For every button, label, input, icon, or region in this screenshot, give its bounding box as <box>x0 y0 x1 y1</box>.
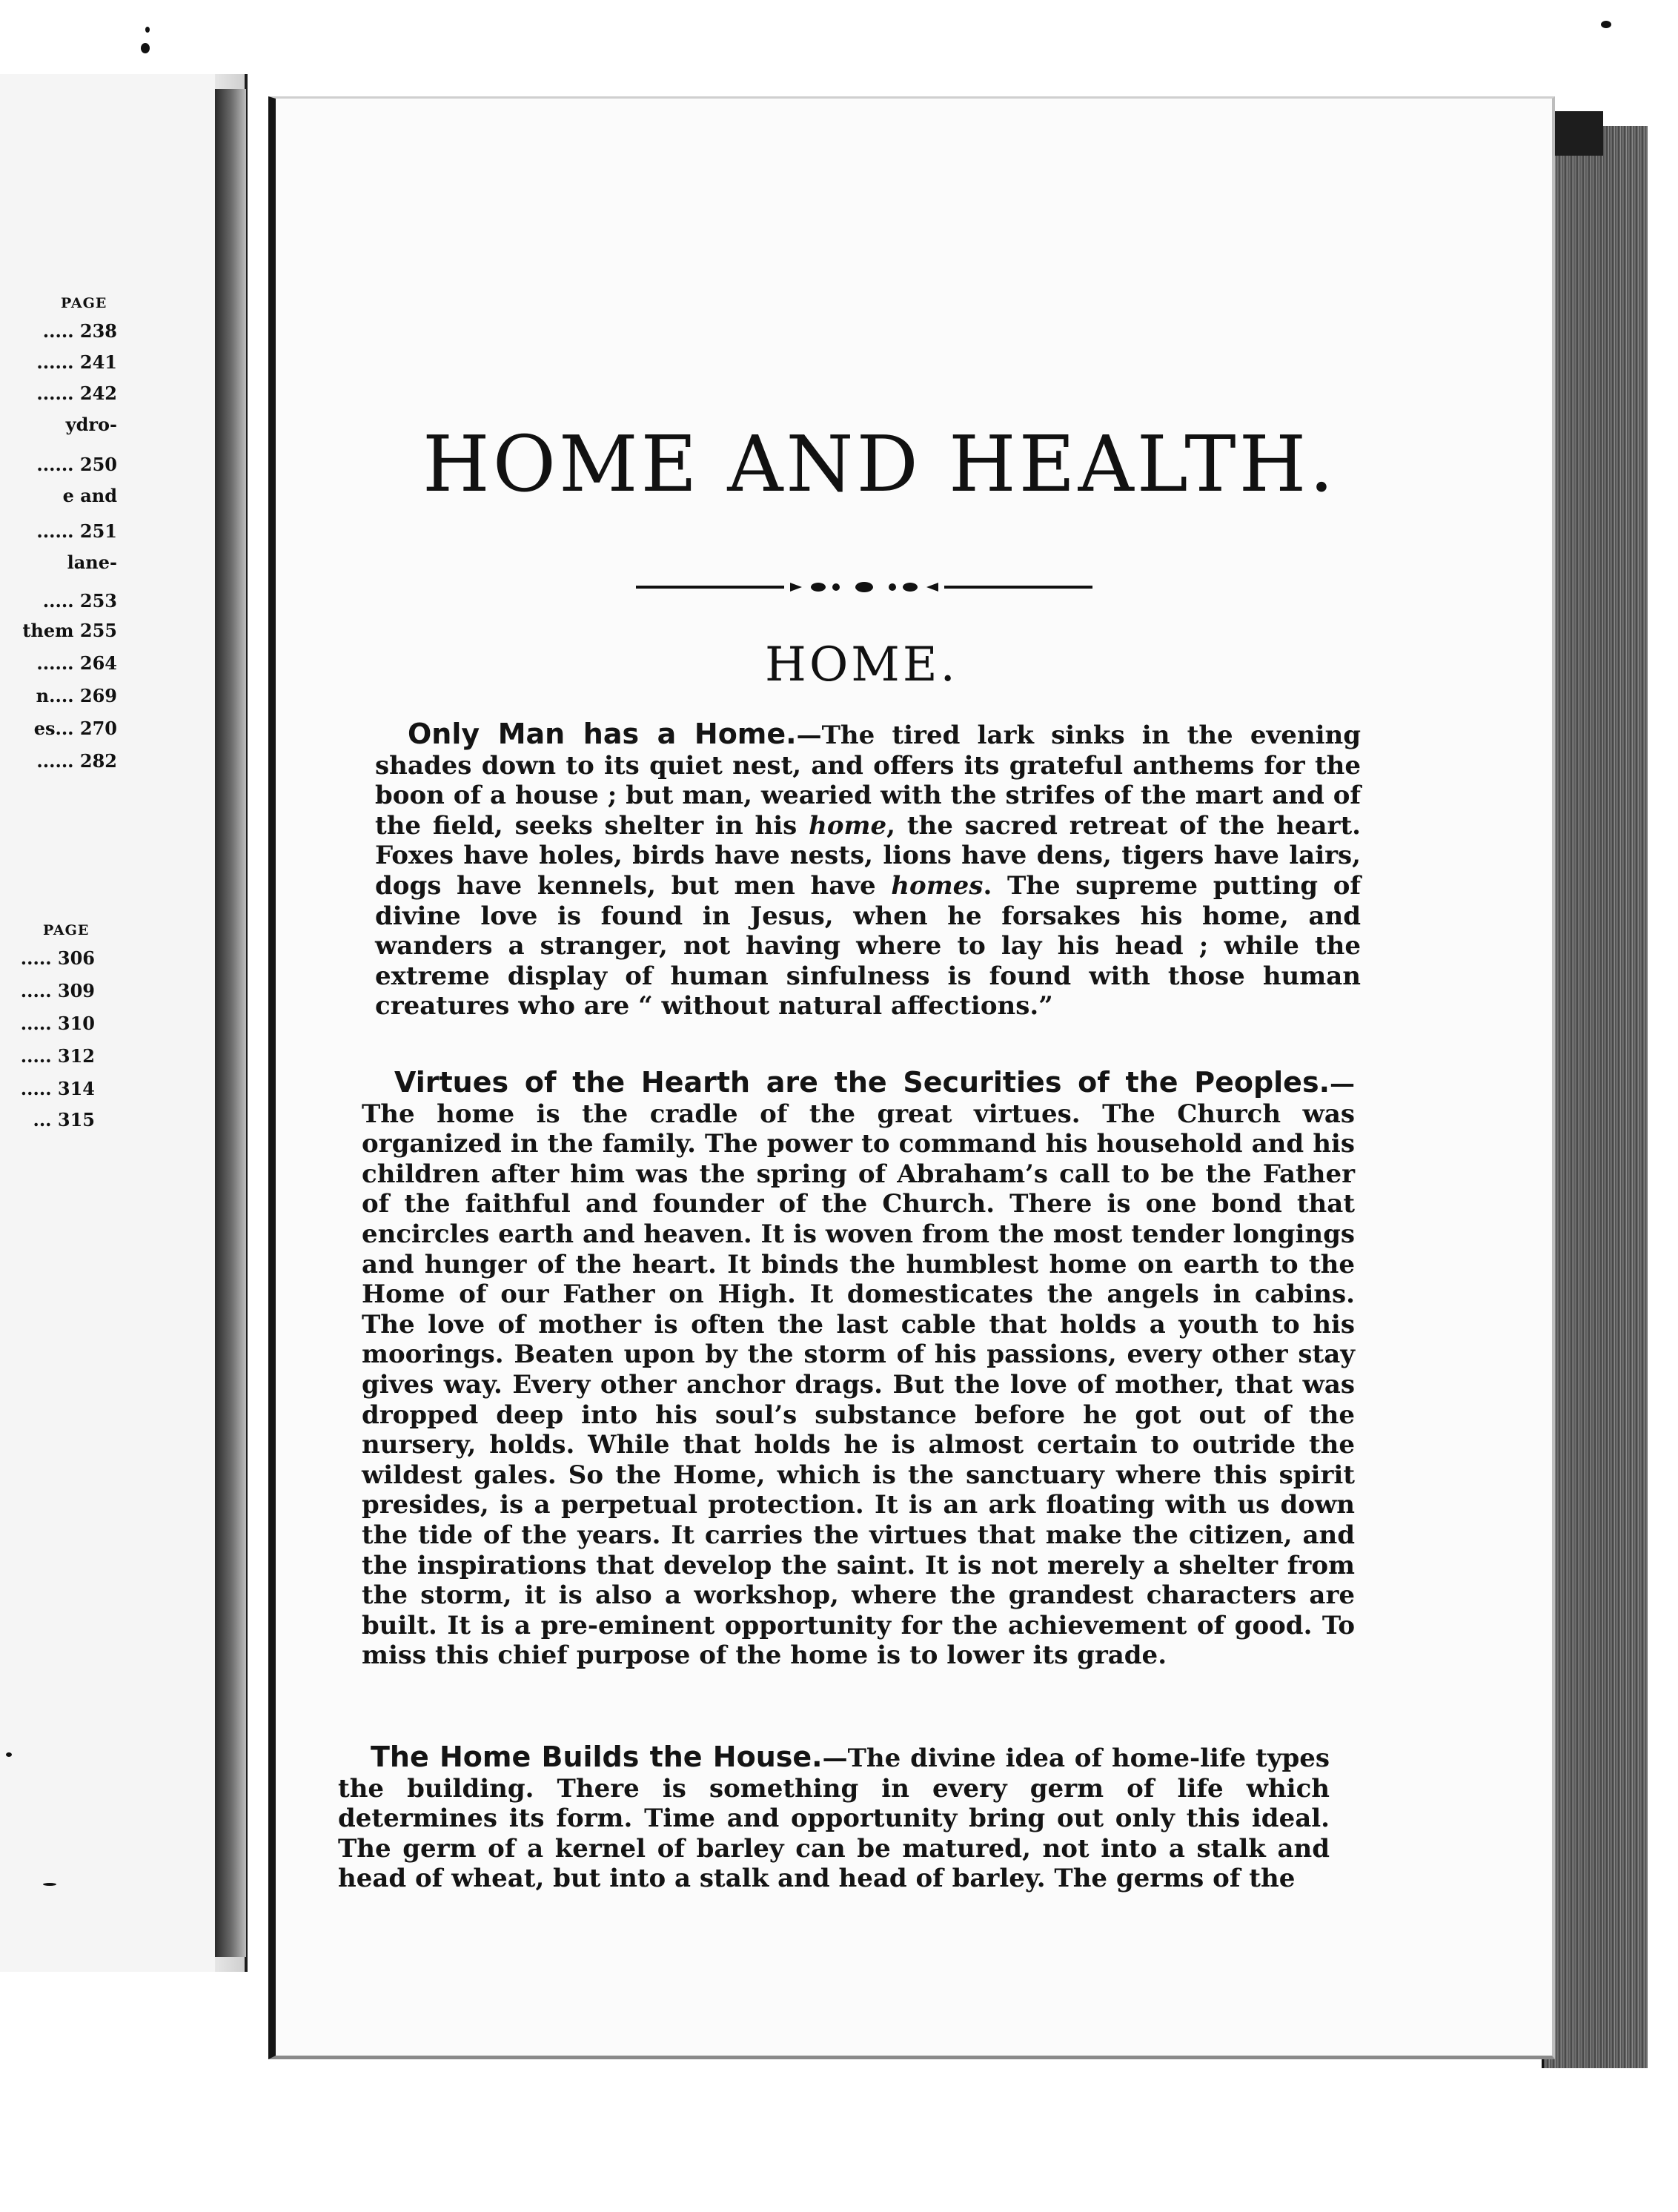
paragraph-virtues-of-the-hearth <box>362 1067 1355 1671</box>
toc-row: ..... 312 <box>20 1045 95 1067</box>
toc-row: ..... 310 <box>20 1013 95 1034</box>
toc-row: ...... 264 <box>36 652 117 674</box>
scan-speck <box>141 43 150 53</box>
paragraph-text: , the sacred retreat of the heart. Foxes have holes, birds have nests, lions have dens, tigers have lairs, dogs have kennels, but men have <box>375 810 1361 901</box>
paragraph-emphasis: home <box>809 810 887 841</box>
toc-row: ..... 306 <box>20 947 95 969</box>
toc-row: ..... 238 <box>42 320 117 342</box>
toc-row: ..... 253 <box>42 590 117 612</box>
toc-row: ...... 282 <box>36 750 117 772</box>
toc-row: ...... 242 <box>36 383 117 404</box>
toc-row: ..... 309 <box>20 980 95 1001</box>
scan-speck <box>1601 21 1611 28</box>
paragraph-lead: Only Man has a Home. <box>408 718 797 750</box>
paragraph-lead: Virtues of the Hearth are the Securities of the Peoples. <box>394 1066 1330 1099</box>
title-ornament-rule <box>636 578 1092 596</box>
book-fold-shadow <box>215 89 246 1957</box>
toc-row: es... 270 <box>33 718 117 739</box>
toc-row: ..... 314 <box>20 1078 95 1099</box>
toc-row: ...... 241 <box>36 351 117 373</box>
toc-row: ... 315 <box>33 1109 95 1130</box>
paragraph-text: —The divine idea of home-life types the building. There is something in every germ of life which determines its form. Time and opportunity bring out only this ideal. The germ of a kernel of barley can be matured, not into a stalk and head of wheat, but into a stalk and head of barley. The germs of the <box>338 1744 1330 1894</box>
paragraph-only-man-has-a-home <box>375 719 1361 1021</box>
scan-speck <box>6 1752 12 1757</box>
paragraph-home-builds-the-house <box>338 1742 1330 1894</box>
toc-row: ...... 251 <box>36 520 117 542</box>
scan-speck <box>43 1883 56 1886</box>
toc-fragment <box>0 0 126 2212</box>
scan-speck <box>145 27 150 33</box>
paragraph-text: — The home is the cradle of the great virtues. The Church was organized in the family. The power to command his household and his children after him was the spring of Abraham’s call to be the Father of the faithful and founder of the Church. There is one bond that encircles earth and heaven. It is woven from the most tender longings and hunger of the heart. It binds the humblest home on earth to the Home of our Father on High. It domesticates the angels in cabins. The love of mother is often the last cable that holds a youth to his moorings. Beaten upon by the storm of his passions, every other stay gives way. Every other anchor drags. But the love of mother, that was dropped deep into his soul’s substance before he got out of the nursery, holds. While that holds he is almost certain to outride the wildest gales. So the Home, which is the sanctuary where this spirit presides, is a perpetual protection. It is an ark floating with us down the tide of the years. It carries the virtues that make the citizen, and the inspirations that develop the saint. It is not merely a shelter from the storm, it is also a workshop, where the grandest characters are built. It is a pre-eminent opportunity for the achievement of good. To miss this chief purpose of the home is to lower its grade. <box>362 1069 1355 1671</box>
toc-row: lane- <box>67 552 117 573</box>
section-heading: HOME. <box>765 638 958 692</box>
toc-row: them 255 <box>22 620 117 641</box>
toc-lower-header: PAGE <box>43 922 90 938</box>
paragraph-text: —The tired lark sinks in the evening shades down to its quiet nest, and offers its grateful anthems for the boon of a house ; but man, wearied with the strifes of the mart and of the field, seeks shelter in his <box>375 721 1361 841</box>
page-edges <box>1542 126 1648 2068</box>
paragraph-emphasis: homes <box>891 870 984 901</box>
paragraph-text: . The supreme putting of divine love is found in Jesus, when he forsakes his home, and wanders a stranger, not having where to lay his head ; while the extreme display of human sinfulness is found with those human creatures who are “ without natural affections.” <box>375 870 1361 1021</box>
toc-row: ydro- <box>65 414 117 435</box>
paragraph-lead: The Home Builds the House. <box>371 1741 823 1773</box>
toc-upper-header: PAGE <box>61 295 107 311</box>
toc-row: ...... 250 <box>36 454 117 475</box>
page-title: HOME AND HEALTH. <box>422 419 1337 509</box>
toc-row: e and <box>62 485 117 506</box>
toc-row: n.... 269 <box>36 685 117 706</box>
